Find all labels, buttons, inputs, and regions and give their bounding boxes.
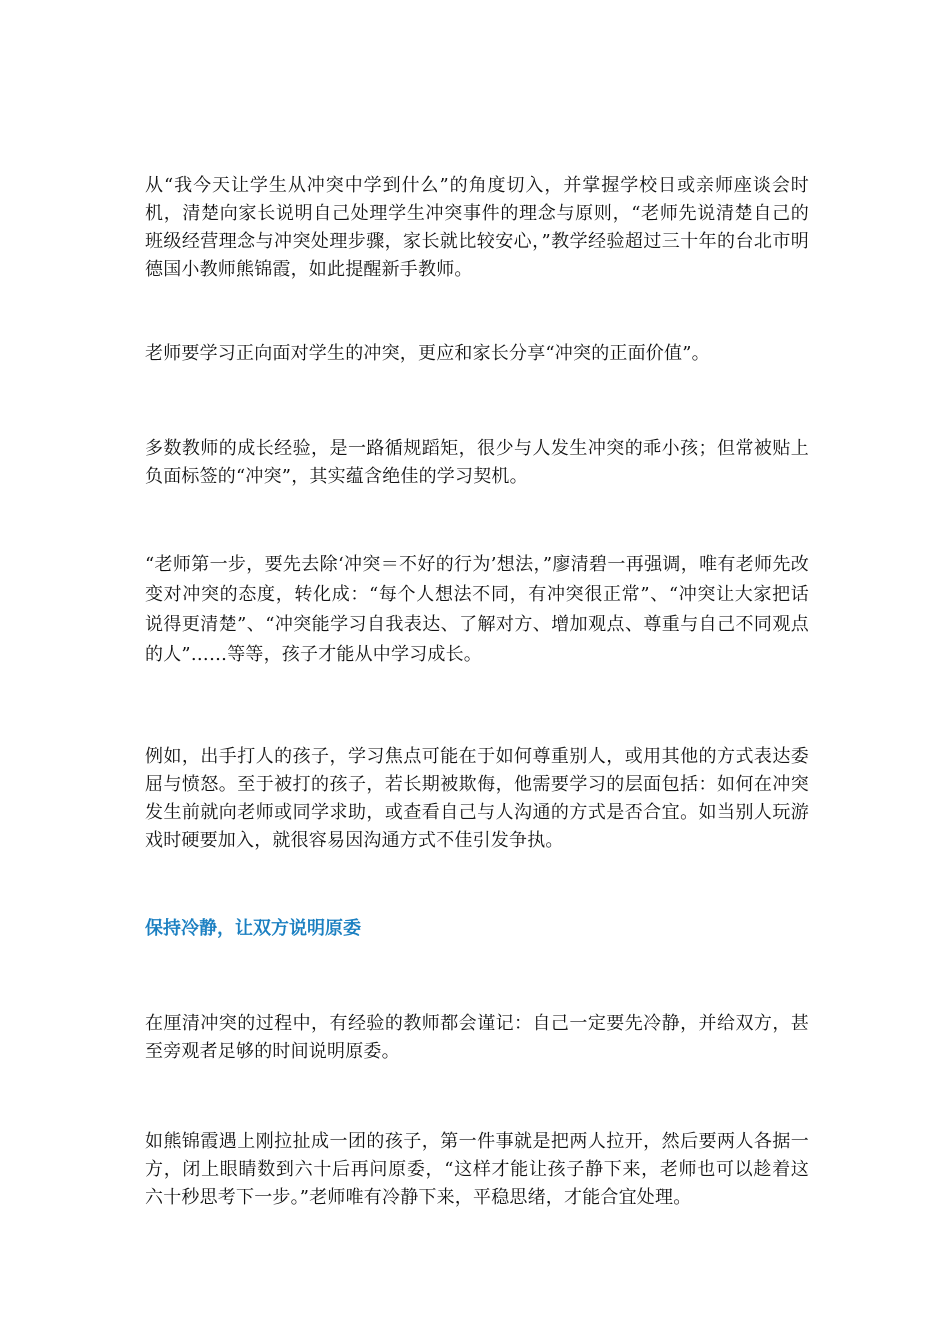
paragraph-example: 例如，出手打人的孩子，学习焦点可能在于如何尊重别人，或用其他的方式表达委屈与愤怒。至于被打的孩子，若长期被欺侮，他需要学习的层面包括：如何在冲突发生前就向老师或同学求助，或查看自己与人沟通的方式是否合宜。如当别人玩游戏时硬要加入，就很容易因沟通方式不佳引发争执。 <box>145 746 809 851</box>
section-heading: 保持冷静，让双方说明原委 <box>145 918 361 939</box>
paragraph-intro: 从“我今天让学生从冲突中学到什么”的角度切入，并掌握学校日或亲师座谈会时机，清楚向家长说明自己处理学生冲突事件的理念与原则，“老师先说清楚自己的班级经营理念与冲突处理步骤，家长就比较安心，”教学经验超过三十年的台北市明德国小教师熊锦霞，如此提醒新手教师。 <box>145 175 809 280</box>
paragraph-growth-experience: 多数教师的成长经验，是一路循规蹈矩，很少与人发生冲突的乖小孩；但常被贴上负面标签的“冲突”，其实蕴含绝佳的学习契机。 <box>145 438 809 487</box>
paragraph-first-step: “老师第一步，要先去除‘冲突＝不好的行为’想法，”廖清碧一再强调，唯有老师先改变对冲突的态度，转化成：“每个人想法不同，有冲突很正常”、“冲突让大家把话说得更清楚”、“冲突能学习自我表达、了解对方、增加观点、尊重与自己不同观点的人”……等等，孩子才能从中学习成长。 <box>145 554 809 665</box>
paragraph-stay-calm: 在厘清冲突的过程中，有经验的教师都会谨记：自己一定要先冷静，并给双方，甚至旁观者足够的时间说明原委。 <box>145 1013 809 1062</box>
paragraph-positive-value: 老师要学习正向面对学生的冲突，更应和家长分享“冲突的正面价值”。 <box>145 343 710 364</box>
paragraph-sixty-seconds: 如熊锦霞遇上刚拉扯成一团的孩子，第一件事就是把两人拉开，然后要两人各据一方，闭上眼睛数到六十后再问原委，“这样才能让孩子静下来，老师也可以趁着这六十秒思考下一步。”老师唯有冷静下来，平稳思绪，才能合宜处理。 <box>145 1131 809 1208</box>
